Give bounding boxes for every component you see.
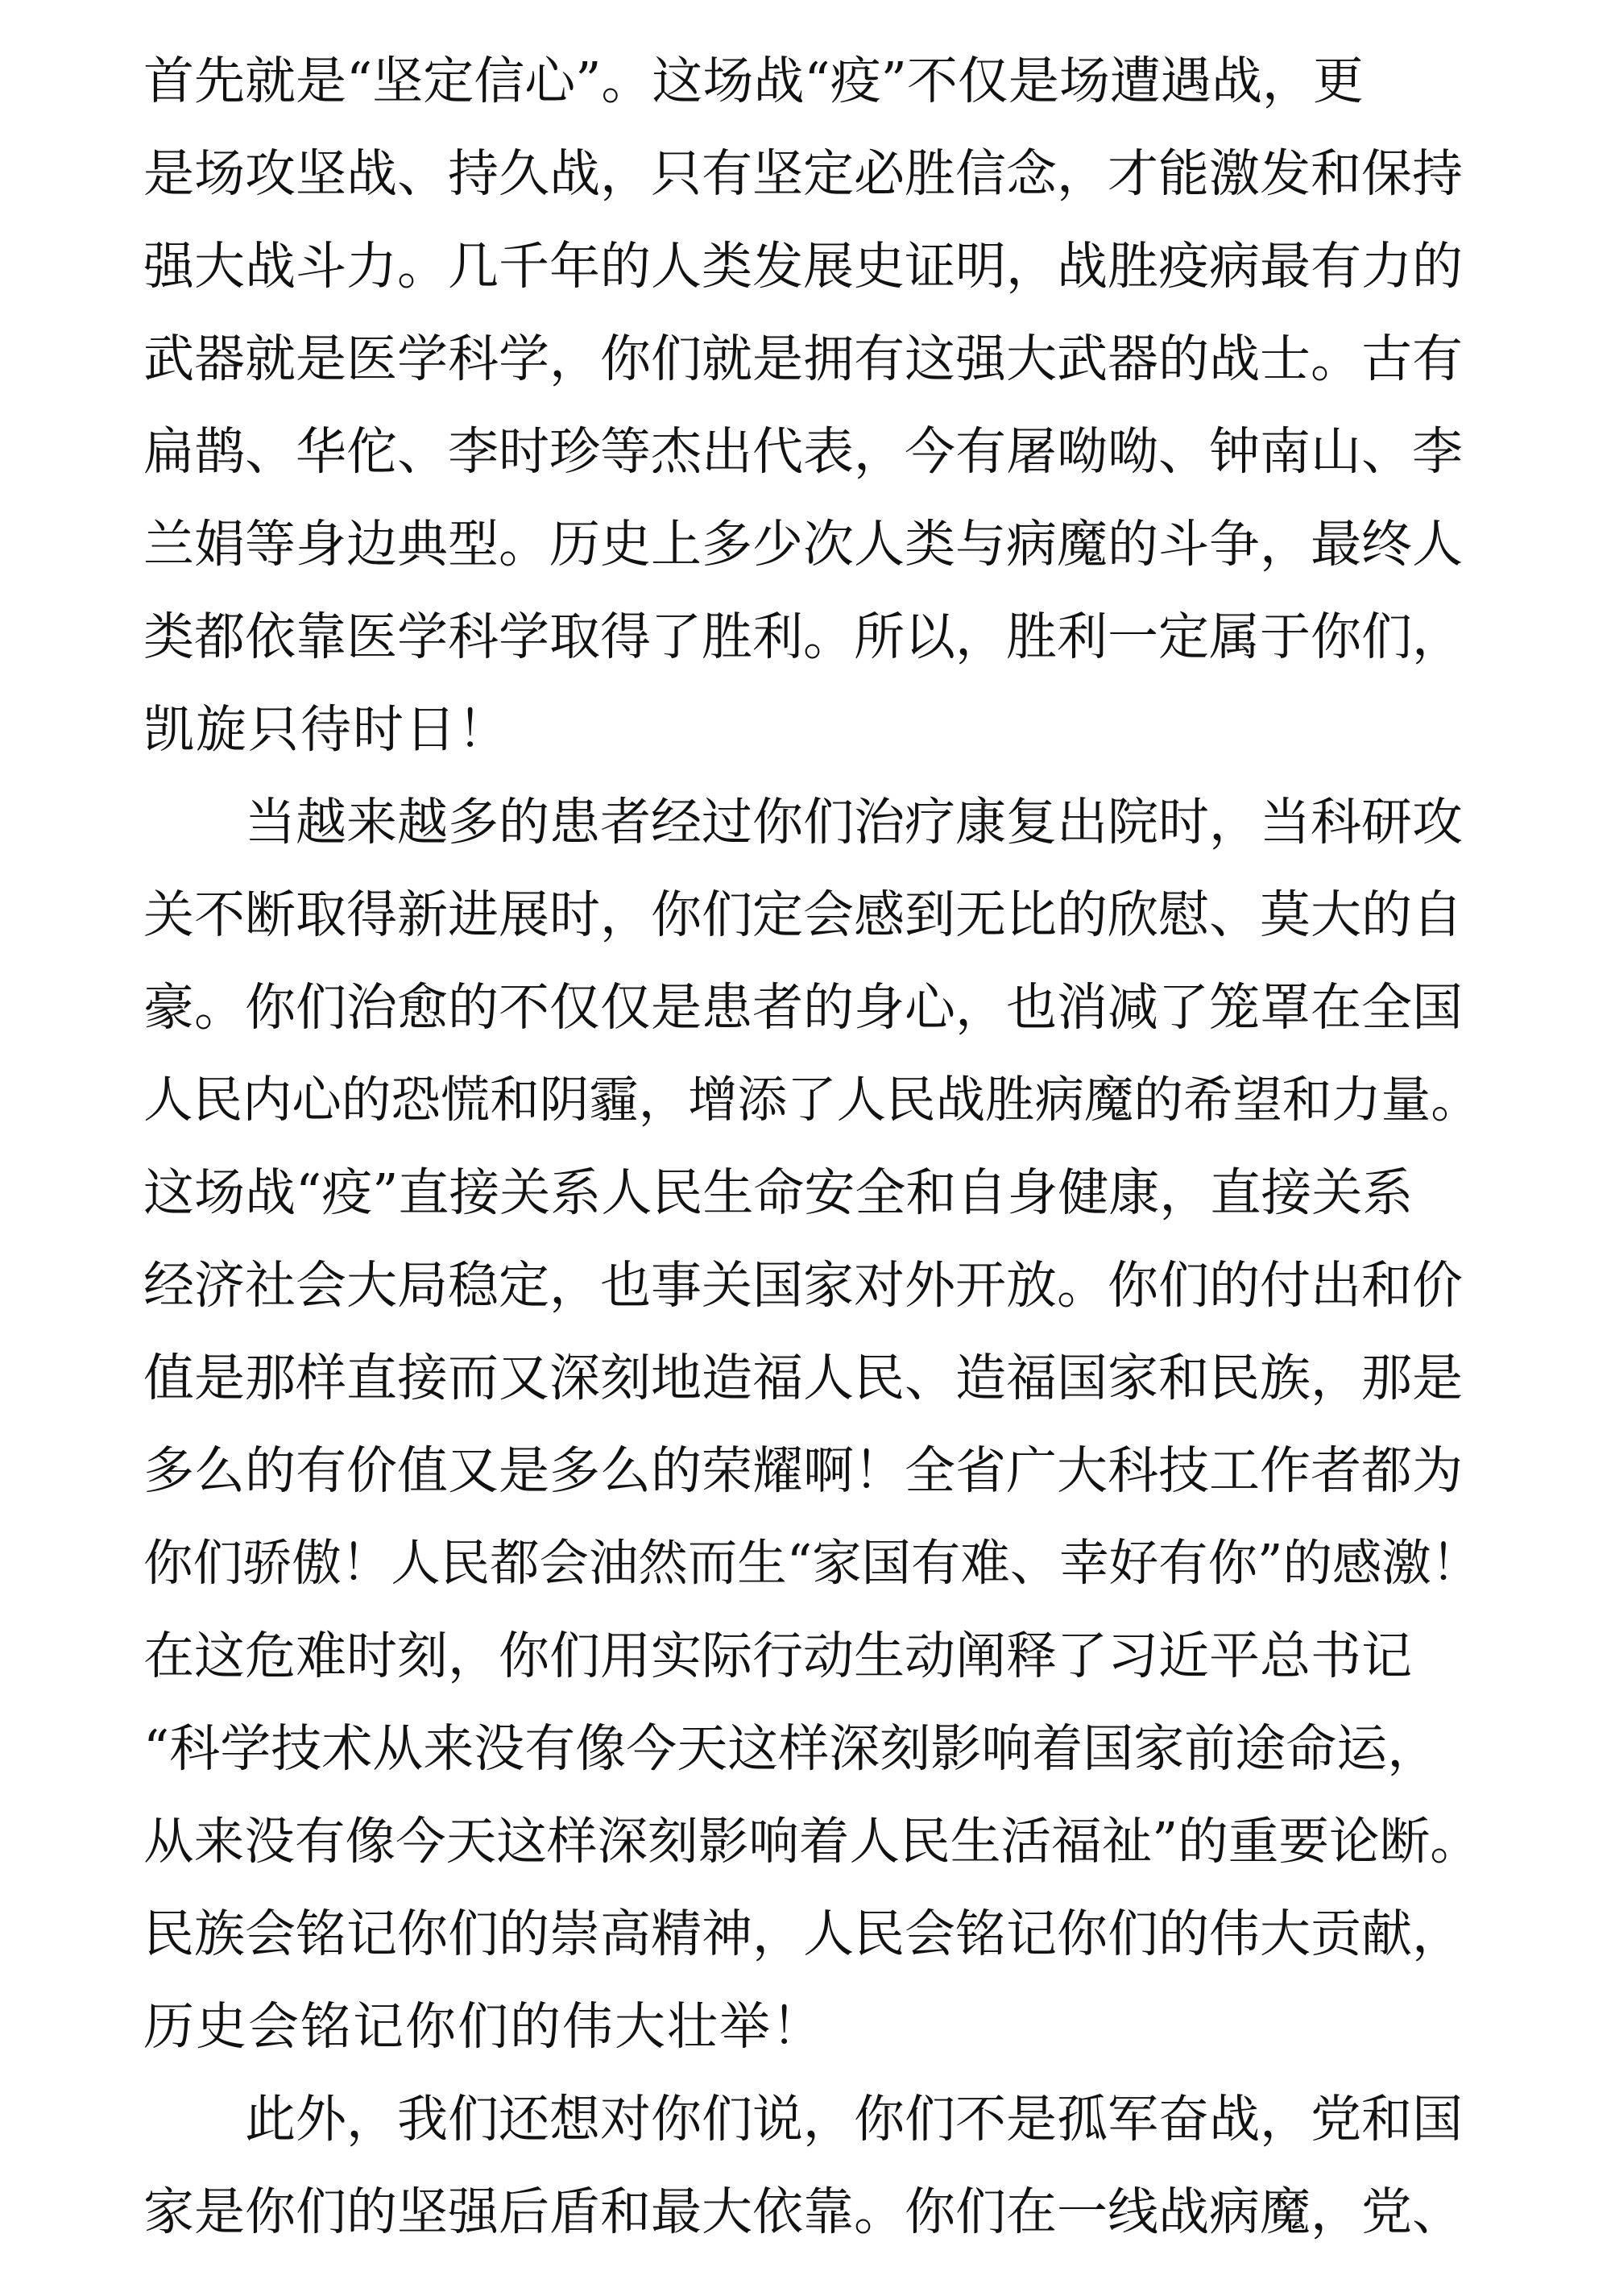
text-line: 此外，我们还想对你们说，你们不是孤军奋战，党和国 — [143, 2090, 1463, 2149]
text-line: 你们骄傲！人民都会油然而生“家国有难、幸好有你”的感激！ — [143, 1535, 1481, 1592]
text-line: 武器就是医学科学，你们就是拥有这强大武器的战士。古有 — [143, 329, 1463, 388]
text-line: 扁鹊、华佗、李时珍等杰出代表，今有屠呦呦、钟南山、李 — [143, 422, 1463, 481]
text-line: 是场攻坚战、持久战，只有坚定必胜信念，才能激发和保持 — [143, 144, 1463, 203]
text-line: 类都依靠医学科学取得了胜利。所以，胜利一定属于你们， — [143, 607, 1463, 666]
text-line: 民族会铭记你们的崇高精神，人民会铭记你们的伟大贡献， — [143, 1904, 1463, 1963]
text-line: 多么的有价值又是多么的荣耀啊！全省广大科技工作者都为 — [143, 1441, 1463, 1500]
text-line: 兰娟等身边典型。历史上多少次人类与病魔的斗争，最终人 — [143, 515, 1463, 574]
text-line: 人民内心的恐慌和阴霾，增添了人民战胜病魔的希望和力量。 — [143, 1071, 1481, 1129]
text-line: 历史会铭记你们的伟大壮举！ — [143, 1997, 824, 2056]
text-line: 首先就是“坚定信心”。这场战“疫”不仅是场遭遇战，更 — [143, 52, 1364, 110]
text-line: “科学技术从来没有像今天这样深刻影响着国家前途命运， — [143, 1719, 1439, 1778]
text-line: 关不断取得新进展时，你们定会感到无比的欣慰、莫大的自 — [143, 885, 1463, 944]
text-line: 在这危难时刻，你们用实际行动生动阐释了习近平总书记 — [143, 1627, 1412, 1685]
text-line: 强大战斗力。几千年的人类发展史证明，战胜疫病最有力的 — [143, 237, 1463, 296]
text-line: 这场战“疫”直接关系人民生命安全和自身健康，直接关系 — [143, 1163, 1414, 1222]
text-line: 当越来越多的患者经过你们治疗康复出院时，当科研攻 — [143, 793, 1463, 852]
text-line: 从来没有像今天这样深刻影响着人民生活福祉”的重要论断。 — [143, 1812, 1481, 1871]
text-line: 豪。你们治愈的不仅仅是患者的身心，也消减了笼罩在全国 — [143, 978, 1463, 1037]
text-line: 家是你们的坚强后盾和最大依靠。你们在一线战病魔，党、 — [143, 2182, 1463, 2241]
text-line: 凯旋只待时日！ — [143, 700, 510, 759]
text-line: 经济社会大局稳定，也事关国家对外开放。你们的付出和价 — [143, 1256, 1463, 1315]
text-line: 值是那样直接而又深刻地造福人民、造福国家和民族，那是 — [143, 1349, 1463, 1407]
